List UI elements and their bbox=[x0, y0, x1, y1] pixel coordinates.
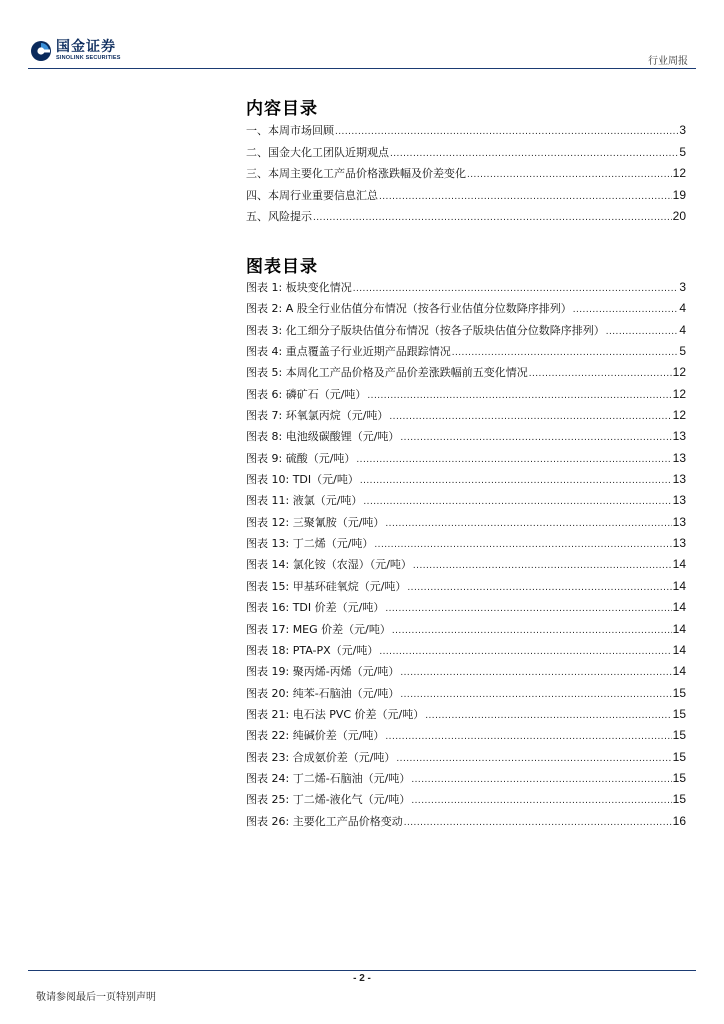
figure-entry-page-number: 13 bbox=[672, 429, 686, 444]
figure-entry-page-number: 14 bbox=[672, 578, 686, 593]
figure-entry[interactable] bbox=[246, 514, 686, 535]
figure-entry-label: 图表 1: 板块变化情况 bbox=[246, 281, 352, 294]
figure-entry-page-number: 16 bbox=[672, 813, 686, 828]
dot-leader bbox=[363, 496, 671, 507]
dot-leader bbox=[400, 432, 671, 443]
contents-entry-label: 二、国金大化工团队近期观点 bbox=[246, 145, 389, 159]
figure-entry-label: 图表 9: 硫酸（元/吨） bbox=[246, 451, 356, 465]
dot-leader bbox=[389, 411, 671, 422]
logo-english-name: SINOLINK SECURITIES bbox=[56, 55, 121, 62]
dot-leader bbox=[413, 560, 672, 571]
contents-title: 内容目录 bbox=[246, 99, 318, 119]
figure-entry[interactable] bbox=[246, 663, 686, 684]
sinolink-logo bbox=[30, 40, 121, 62]
figure-entry-page-number: 14 bbox=[672, 664, 686, 679]
figure-entry-label: 图表 5: 本周化工产品价格及产品价差涨跌幅前五变化情况 bbox=[246, 366, 528, 380]
figure-entry-page-number: 13 bbox=[672, 536, 686, 551]
dot-leader bbox=[411, 774, 671, 785]
dot-leader bbox=[335, 126, 678, 137]
figure-entry-label: 图表 6: 磷矿石（元/吨） bbox=[246, 387, 367, 401]
figure-entry[interactable] bbox=[246, 791, 686, 812]
figure-entry-page-number: 13 bbox=[672, 493, 686, 508]
figure-entry-page-number: 13 bbox=[672, 472, 686, 487]
dot-leader bbox=[367, 390, 671, 401]
figure-entry-label: 图表 21: 电石法 PVC 价差（元/吨） bbox=[246, 707, 425, 721]
figure-entry-label: 图表 25: 丁二烯-液化气（元/吨） bbox=[246, 793, 411, 807]
contents-entry[interactable] bbox=[246, 187, 686, 209]
logo-chinese-name: 国金证券 bbox=[56, 39, 116, 56]
figure-entry-label: 图表 11: 液氯（元/吨） bbox=[246, 494, 363, 508]
contents-list bbox=[246, 122, 686, 230]
figure-entry[interactable] bbox=[246, 492, 686, 513]
figure-entry-page-number: 13 bbox=[672, 450, 686, 465]
figure-entry-page-number: 15 bbox=[672, 728, 686, 743]
figure-entry[interactable] bbox=[246, 621, 686, 642]
figure-entry[interactable] bbox=[246, 279, 686, 300]
dot-leader bbox=[385, 731, 671, 742]
dot-leader bbox=[396, 753, 671, 764]
figure-entry[interactable] bbox=[246, 322, 686, 343]
figure-entry[interactable] bbox=[246, 556, 686, 577]
figure-entry[interactable] bbox=[246, 770, 686, 791]
figure-entry[interactable] bbox=[246, 685, 686, 706]
contents-entry[interactable] bbox=[246, 122, 686, 144]
dot-leader bbox=[573, 304, 679, 315]
figure-entry-page-number: 14 bbox=[672, 621, 686, 636]
figure-entry-page-number: 12 bbox=[672, 408, 686, 423]
logo-mark-icon bbox=[30, 40, 52, 62]
page-number: - 2 - bbox=[353, 973, 371, 984]
contents-entry-page-number: 12 bbox=[672, 166, 686, 181]
figure-entry-page-number: 15 bbox=[672, 749, 686, 764]
figure-entry-label: 图表 3: 化工细分子版块估值分布情况（按各子版块估值分位数降序排列） bbox=[246, 323, 605, 337]
figure-entry-label: 图表 15: 甲基环硅氧烷（元/吨） bbox=[246, 579, 407, 593]
figure-entry[interactable] bbox=[246, 428, 686, 449]
figure-entry-label: 图表 10: TDI（元/吨） bbox=[246, 473, 359, 487]
dot-leader bbox=[467, 169, 672, 180]
figure-entry-page-number: 12 bbox=[672, 365, 686, 380]
figure-entry[interactable] bbox=[246, 642, 686, 663]
dot-leader bbox=[392, 625, 672, 636]
disclaimer-note: 敬请参阅最后一页特别声明 bbox=[36, 992, 156, 1003]
figure-entry-label: 图表 12: 三聚氰胺（元/吨） bbox=[246, 515, 385, 529]
figure-entry-page-number: 13 bbox=[672, 514, 686, 529]
figure-entry-page-number: 14 bbox=[672, 600, 686, 615]
dot-leader bbox=[529, 368, 672, 379]
figure-entry-label: 图表 14: 氯化铵（农湿）（元/吨） bbox=[246, 558, 412, 572]
figure-entry-page-number: 14 bbox=[672, 642, 686, 657]
figure-entry-page-number: 15 bbox=[672, 792, 686, 807]
page-header bbox=[0, 0, 724, 70]
figure-entry-page-number: 15 bbox=[672, 706, 686, 721]
figure-entry-label: 图表 26: 主要化工产品价格变动 bbox=[246, 814, 403, 828]
dot-leader bbox=[425, 710, 671, 721]
contents-entry[interactable] bbox=[246, 144, 686, 166]
figure-entry-label: 图表 18: PTA-PX（元/吨） bbox=[246, 643, 379, 657]
dot-leader bbox=[411, 795, 671, 806]
figures-title: 图表目录 bbox=[246, 257, 318, 277]
figure-entry-page-number: 4 bbox=[679, 301, 686, 316]
contents-entry-label: 一、本周市场回顾 bbox=[246, 124, 334, 137]
figure-entry[interactable] bbox=[246, 343, 686, 364]
figure-entry[interactable] bbox=[246, 450, 686, 471]
figure-entry-label: 图表 19: 聚丙烯-丙烯（元/吨） bbox=[246, 665, 400, 679]
figure-entry-label: 图表 20: 纯苯-石脑油（元/吨） bbox=[246, 686, 400, 700]
figure-entry[interactable] bbox=[246, 535, 686, 556]
dot-leader bbox=[379, 191, 672, 202]
dot-leader bbox=[379, 646, 671, 657]
figure-entry[interactable] bbox=[246, 578, 686, 599]
header-divider bbox=[28, 68, 696, 69]
figure-entry[interactable] bbox=[246, 364, 686, 385]
dot-leader bbox=[385, 518, 671, 529]
figure-entry-label: 图表 17: MEG 价差（元/吨） bbox=[246, 622, 391, 636]
figure-entry[interactable] bbox=[246, 813, 686, 834]
contents-entry[interactable] bbox=[246, 165, 686, 187]
figure-entry-page-number: 3 bbox=[679, 280, 686, 294]
contents-entry-page-number: 3 bbox=[679, 123, 686, 137]
footer-divider bbox=[28, 970, 696, 971]
figure-entry-page-number: 4 bbox=[679, 322, 686, 337]
figure-entry-label: 图表 2: A 股全行业估值分布情况（按各行业估值分位数降序排列） bbox=[246, 302, 572, 316]
figure-entry[interactable] bbox=[246, 706, 686, 727]
figure-entry[interactable] bbox=[246, 386, 686, 407]
figure-entry-label: 图表 23: 合成氨价差（元/吨） bbox=[246, 750, 396, 764]
dot-leader bbox=[313, 212, 672, 223]
figure-entry[interactable] bbox=[246, 300, 686, 321]
figure-entry-page-number: 14 bbox=[672, 557, 686, 572]
contents-entry-page-number: 5 bbox=[679, 144, 686, 159]
figure-entry-label: 图表 4: 重点覆盖子行业近期产品跟踪情况 bbox=[246, 345, 451, 359]
dot-leader bbox=[404, 817, 672, 828]
contents-entry-page-number: 19 bbox=[672, 187, 686, 202]
dot-leader bbox=[374, 539, 671, 550]
figures-list bbox=[246, 279, 686, 834]
dot-leader bbox=[353, 283, 679, 294]
contents-entry[interactable] bbox=[246, 208, 686, 230]
figure-entry-label: 图表 13: 丁二烯（元/吨） bbox=[246, 537, 374, 551]
contents-entry-label: 四、本周行业重要信息汇总 bbox=[246, 188, 378, 202]
figure-entry-label: 图表 7: 环氧氯丙烷（元/吨） bbox=[246, 409, 389, 423]
dot-leader bbox=[452, 347, 679, 358]
figure-entry[interactable] bbox=[246, 599, 686, 620]
figure-entry[interactable] bbox=[246, 407, 686, 428]
contents-entry-label: 三、本周主要化工产品价格涨跌幅及价差变化 bbox=[246, 167, 466, 181]
report-type-label: 行业周报 bbox=[648, 56, 688, 67]
dot-leader bbox=[400, 689, 671, 700]
contents-entry-label: 五、风险提示 bbox=[246, 210, 312, 224]
dot-leader bbox=[360, 475, 672, 486]
figure-entry-label: 图表 22: 纯碱价差（元/吨） bbox=[246, 729, 385, 743]
figure-entry[interactable] bbox=[246, 471, 686, 492]
figure-entry[interactable] bbox=[246, 727, 686, 748]
dot-leader bbox=[400, 667, 671, 678]
dot-leader bbox=[385, 603, 671, 614]
dot-leader bbox=[407, 582, 671, 593]
figure-entry-page-number: 5 bbox=[679, 344, 686, 359]
figure-entry-page-number: 15 bbox=[672, 685, 686, 700]
figure-entry-label: 图表 24: 丁二烯-石脑油（元/吨） bbox=[246, 771, 411, 785]
figure-entry-page-number: 12 bbox=[672, 386, 686, 401]
figure-entry-label: 图表 8: 电池级碳酸锂（元/吨） bbox=[246, 430, 400, 444]
dot-leader bbox=[356, 454, 671, 465]
dot-leader bbox=[390, 148, 678, 159]
figure-entry-page-number: 15 bbox=[672, 770, 686, 785]
figure-entry-label: 图表 16: TDI 价差（元/吨） bbox=[246, 601, 385, 615]
dot-leader bbox=[606, 326, 679, 337]
contents-entry-page-number: 20 bbox=[672, 209, 686, 224]
figure-entry[interactable] bbox=[246, 749, 686, 770]
